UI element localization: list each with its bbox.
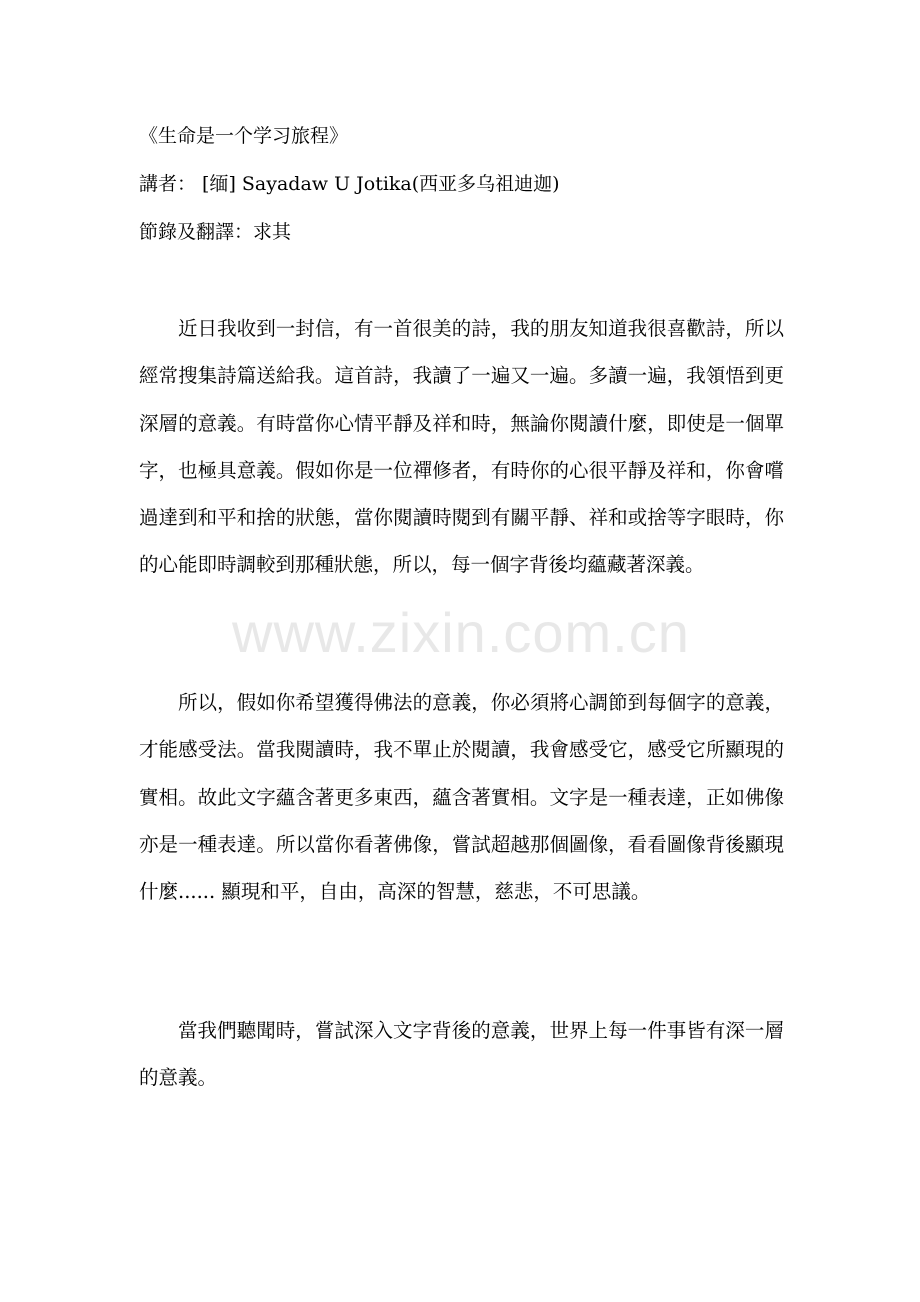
document-title: 《生命是一个学习旅程》 <box>139 125 349 147</box>
watermark: www.zixin.com.cn <box>232 601 690 664</box>
body-paragraph-1: 近日我收到一封信，有一首很美的詩，我的朋友知道我很喜歡詩，所以經常搜集詩篇送給我。這首詩，我讀了一遍又一遍。多讀一遍，我領悟到更深層的意義。有時當你心情平靜及祥和時，無論你閱讀什麼，即使是一個單字，也極具意義。假如你是一位禪修者，有時你的心很平靜及祥和，你會嚐過達到和平和捨的狀態，當你閱讀時閱到有關平靜、祥和或捨等字眼時，你的心能即時調較到那種狀態，所以，每一個字背後均蘊藏著深義。 <box>139 317 784 577</box>
body-paragraph-2: 所以，假如你希望獲得佛法的意義，你必須將心調節到每個字的意義，才能感受法。當我閱讀時，我不單止於閱讀，我會感受它，感受它所顯現的實相。故此文字蘊含著更多東西，蘊含著實相。文字是一種表達，正如佛像亦是一種表達。所以當你看著佛像，嘗試超越那個圖像，看看圖像背後顯現什麼...... 顯現和平，自由，高深的智慧，慈悲，不可思議。 <box>139 691 784 904</box>
body-paragraph-3: 當我們聽聞時，嘗試深入文字背後的意義，世界上每一件事皆有深一層的意義。 <box>139 1019 784 1090</box>
translator-line: 節錄及翻譯：求其 <box>139 221 292 243</box>
speaker-line: 講者： [缅] Sayadaw U Jotika(西亚多乌祖迪迦) <box>139 173 560 195</box>
